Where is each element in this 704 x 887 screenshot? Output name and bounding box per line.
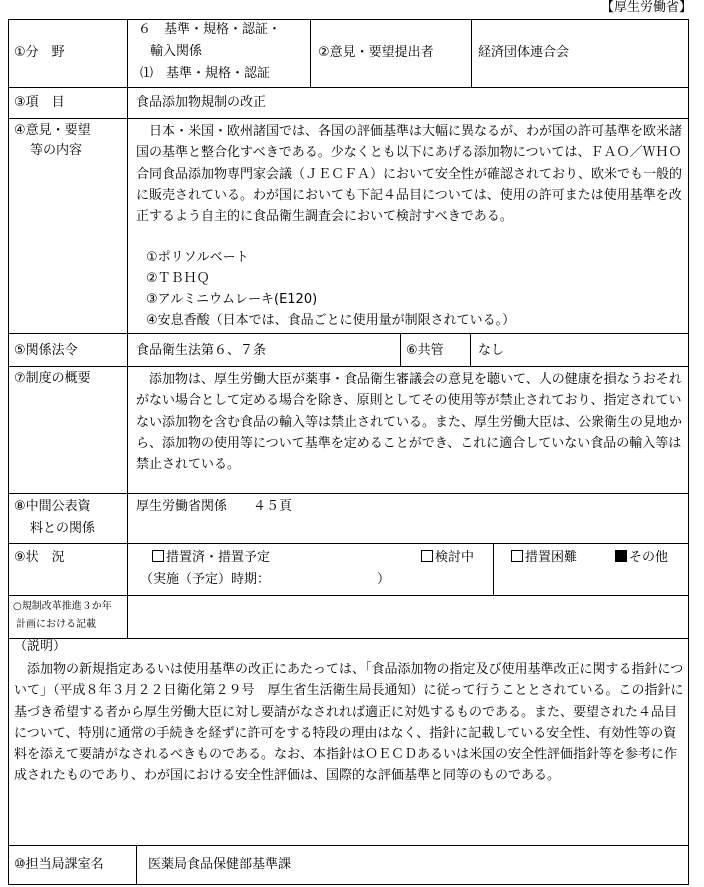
joint-label: ⑥共管 <box>406 343 444 358</box>
opinion-text: 日本・米国・欧州諸国では、各国の評価基準は大幅に異なるが、わが国の許可基準を欧米諸国の基準と整合化すべきである。少なくとも以下にあげる添加物については、ＦＡＯ／ＷＨＯ合同食品添加物専門家会議（ＪＥＣＦＡ）において安全性が確認されており、欧米でも一般的に販売されている。わが国においても下記４品目については、使用の許可または使用基準を改正するよう自主的に食品衛生調査会において検討すべきである。 <box>136 124 683 225</box>
opinion-item-1: ①ポリソルベート <box>146 250 249 265</box>
plan-label-line-1: ○規制改革推進３か年 <box>13 601 112 612</box>
field-label: ①分 野 <box>14 45 65 60</box>
status-option-other[interactable] <box>615 548 668 568</box>
status-option-other-label: その他 <box>629 550 669 565</box>
plan-label-line-2: 計画における記載 <box>16 619 96 630</box>
schedule-close: ） <box>377 572 391 587</box>
ministry-label: 【厚生労働省】 <box>600 0 692 15</box>
interim-label-line-1: ⑧中間公表資 <box>14 499 91 514</box>
department-value: 医薬局食品保健部基準課 <box>148 857 292 872</box>
field-value-line-3: ⑴ 基準・規格・認証 <box>140 66 271 81</box>
explanation-heading: （説明） <box>14 639 67 654</box>
status-label: ⑨状 況 <box>14 550 65 565</box>
field-value-line-2: 輸入関係 <box>150 44 203 59</box>
opinion-item-3: ③アルミニウムレーキ(E120) <box>146 292 318 307</box>
system-label: ⑦制度の概要 <box>14 371 91 386</box>
system-text: 添加物は、厚生労働大臣が薬事・食品衛生審議会の意見を聴いて、人の健康を損なうおそれがない場合として定める場合を除き、原則としてその使用等が禁止されており、指定されていない添加物を含む食品の輸入等は禁止されている。また、厚生労働大臣は、公衆衛生の見地から、添加物の使用等について基準を定めることができ、これに適合していない食品の輸入等は禁止されている。 <box>136 372 683 473</box>
status-option-implemented-label: 措置済・措置予定 <box>166 550 271 565</box>
schedule-label: （実施（予定）時期： <box>140 572 271 587</box>
status-option-reviewing[interactable] <box>421 548 474 568</box>
item-label: ③項 目 <box>14 95 65 110</box>
submitter-value: 経済団体連合会 <box>478 45 570 60</box>
status-option-reviewing-label: 検討中 <box>435 550 475 565</box>
status-option-difficult[interactable] <box>511 548 577 568</box>
department-label: ⑩担当局課室名 <box>14 857 104 872</box>
status-option-difficult-label: 措置困難 <box>525 550 578 565</box>
opinion-label-line-2: 等の内容 <box>30 143 83 158</box>
checkbox-filled-icon <box>615 550 627 562</box>
submitter-label: ②意見・要望提出者 <box>318 45 434 60</box>
checkbox-empty-icon <box>421 550 433 562</box>
laws-label: ⑤関係法令 <box>14 343 78 358</box>
item-value: 食品添加物規制の改正 <box>136 95 267 110</box>
status-option-implemented[interactable] <box>152 548 270 568</box>
interim-value: 厚生労働省関係 ４５頁 <box>136 499 293 514</box>
opinion-item-4: ④安息香酸（日本では、食品ごとに使用量が制限されている。） <box>146 313 516 328</box>
checkbox-empty-icon <box>511 550 523 562</box>
joint-value: なし <box>478 343 505 358</box>
opinion-item-2: ②ＴＢＨＱ <box>146 271 210 286</box>
explanation-text: 添加物の新規指定あるいは使用基準の改正にあたっては、「食品添加物の指定及び使用基準改正に関する指針について」（平成８年３月２２日衛化第２９号 厚生省生活衛生局長通知）に従って行うこととされている。この指針に基づき希望する者から厚生労働大臣に対し要請がなされれば適正に対処するものである。また、要望された４品目について、特別に通常の手続きを経ずに許可をする特段の理由はなく、指針に記載している安全性、有効性等の資料を添えて要請がなされるべきものである。なお、本指針はＯＥＣＤあるいは米国の安全性評価指針等を参考に作成されたものであり、わが国における安全性評価は、国際的な評価基準と同等のものである。 <box>14 662 684 784</box>
checkbox-empty-icon <box>152 550 164 562</box>
field-value-line-1: ６ 基準・規格・認証・ <box>138 22 282 37</box>
interim-label-line-2: 料との関係 <box>30 521 96 536</box>
opinion-label-line-1: ④意見・要望 <box>14 123 91 138</box>
laws-value: 食品衛生法第６、７条 <box>136 343 267 358</box>
